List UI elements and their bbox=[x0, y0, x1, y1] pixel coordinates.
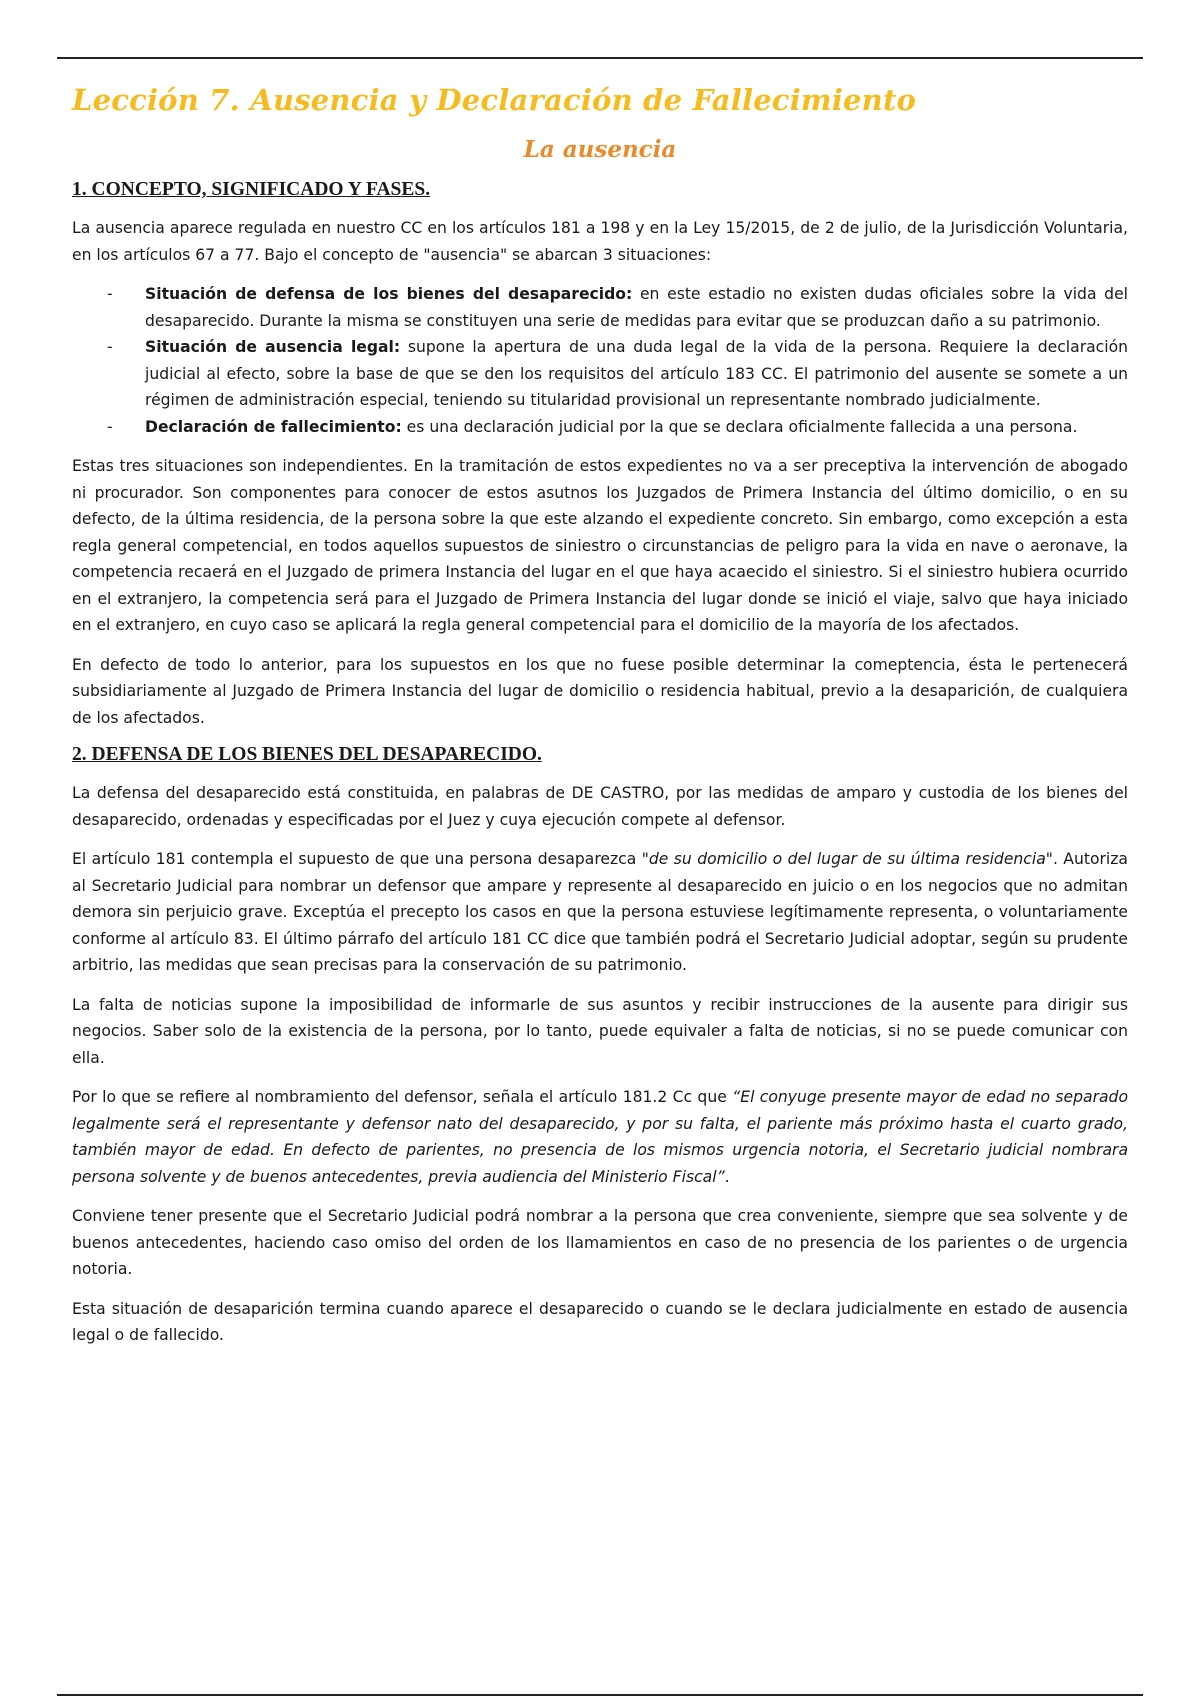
paragraph-text: . bbox=[724, 1167, 730, 1186]
section-2-paragraph-3: La falta de noticias supone la imposibilidad de informarle de sus asuntos y recibir instrucciones de la ausente para dirigir sus negocios. Saber solo de la existencia de la persona, por lo tanto, puede equivaler a falta de noticias, si no se puede comunicar con ella. bbox=[72, 995, 1128, 1067]
paragraph-text: Por lo que se refiere al nombramiento del defensor, señala el artículo 181.2 Cc que bbox=[72, 1088, 733, 1106]
section-2-paragraph-5: Conviene tener presente que el Secretario Judicial podrá nombrar a la persona que crea conveniente, siempre que sea solvente y de buenos antecedentes, haciendo caso omiso del orden de los llamamientos en caso de no presencia de los parientes o de urgencia notoria. bbox=[72, 1207, 1128, 1278]
list-item bbox=[145, 414, 1128, 441]
list-item bbox=[145, 281, 1128, 334]
quoted-text: “El conyuge presente mayor de edad no separado legalmente será el representante y defensor nato del desaparecido, y por su falta, el pariente más próximo hasta el cuarto grado, también mayor de edad. En defecto de parientes, no presencia de los mismos urgencia notoria, el Secretario judicial nombrara persona solvente y de buenos antecedentes, previa audiencia del Ministerio Fiscal” bbox=[72, 1088, 1128, 1186]
list-item-text: en este estadio no existen dudas oficiales sobre la vida del desaparecido. Durante la misma se constituyen una serie de medidas para evitar que se produzcan daño a su patrimonio. bbox=[145, 285, 1129, 330]
list-item-term: Situación de ausencia legal: bbox=[145, 338, 401, 356]
situations-list bbox=[72, 281, 1128, 440]
section-1-intro: La ausencia aparece regulada en nuestro CC en los artículos 181 a 198 y en la Ley 15/2015, de 2 de julio, de la Jurisdicción Voluntaria, en los artículos 67 a 77. Bajo el concepto de "ausencia" se abarcan 3 situaciones: bbox=[72, 219, 1128, 264]
quoted-text: "de su domicilio o del lugar de su última residencia" bbox=[641, 850, 1053, 868]
list-item-term: Situación de defensa de los bienes del desaparecido: bbox=[145, 285, 633, 303]
section-1-paragraph-3: En defecto de todo lo anterior, para los supuestos en los que no fuese posible determinar la comeptencia, ésta le pertenecerá subsidiariamente al Juzgado de Primera Instancia del lugar de domicilio o residencia habitual, previo a la desaparición, de cualquiera de los afectados. bbox=[72, 655, 1128, 727]
section-2-paragraph-1: La defensa del desaparecido está constituida, en palabras de DE CASTRO, por las medidas de amparo y custodia de los bienes del desaparecido, ordenadas y especificadas por el Juez y cuya ejecución compete al defensor. bbox=[72, 784, 1128, 829]
section-1-heading: 1. CONCEPTO, SIGNIFICADO Y FASES. bbox=[72, 179, 431, 200]
section-2-paragraph-6: Esta situación de desaparición termina cuando aparece el desaparecido o cuando se le declara judicialmente en estado de ausencia legal o de fallecido. bbox=[72, 1299, 1128, 1344]
list-item-text: es una declaración judicial por la que se declara oficialmente fallecida a una persona. bbox=[401, 417, 1078, 436]
list-item-term: Declaración de fallecimiento: bbox=[145, 417, 402, 436]
list-item-text: supone la apertura de una duda legal de la vida de la persona. Requiere la declaración judicial al efecto, sobre la base de que se den los requisitos del artículo 183 CC. El patrimonio del ausente se somete a un régimen de administración especial, teniendo su titularidad provisional un representante nombrado judicialmente. bbox=[145, 338, 1128, 409]
top-rule bbox=[57, 57, 1143, 59]
section-subtitle: La ausencia bbox=[523, 136, 677, 163]
section-2-paragraph-4 bbox=[72, 1084, 1128, 1190]
bottom-rule bbox=[57, 1694, 1143, 1696]
paragraph-text: . Autoriza al Secretario Judicial para nombrar un defensor que ampare y represente al desaparecido en juicio o en los negocios que no admitan demora sin perjuicio grave. Exceptúa el precepto los casos en que la persona estuviese legítimamente representa, o voluntariamente conforme al artículo 83. El último párrafo del artículo 181 CC dice que también podrá el Secretario Judicial adoptar, según su prudente arbitrio, las medidas que sean precisas para la conservación de su patrimonio. bbox=[72, 850, 1128, 974]
paragraph-text: El artículo 181 contempla el supuesto de que una persona desaparezca bbox=[72, 850, 642, 868]
section-2-paragraph-2 bbox=[72, 846, 1128, 979]
section-2-heading: 2. DEFENSA DE LOS BIENES DEL DESAPARECIDO. bbox=[72, 744, 542, 765]
section-1-paragraph-2: Estas tres situaciones son independientes. En la tramitación de estos expedientes no va a ser preceptiva la intervención de abogado ni procurador. Son componentes para conocer de estos asutnos los Juzgados de Primera Instancia del último domicilio, o en su defecto, de la última residencia, de la persona sobre la que este alzando el expediente concreto. Sin embargo, como excepción a esta regla general competencial, en todos aquellos supuestos de siniestro o circunstancias de peligro para la vida en nave o aeronave, la competencia recaerá en el Juzgado de primera Instancia del lugar en el que haya acaecido el siniestro. Si el siniestro hubiera ocurrido en el extranjero, la competencia será para el Juzgado de Primera Instancia del lugar donde se inició el viaje, salvo que haya iniciado en el extranjero, en cuyo caso se aplicará la regla general competencial para el domicilio de la mayoría de los afectados. bbox=[72, 457, 1128, 634]
document-page bbox=[72, 70, 1128, 1349]
lesson-title: Lección 7. Ausencia y Declaración de Fallecimiento bbox=[72, 83, 917, 117]
list-item bbox=[145, 334, 1128, 414]
